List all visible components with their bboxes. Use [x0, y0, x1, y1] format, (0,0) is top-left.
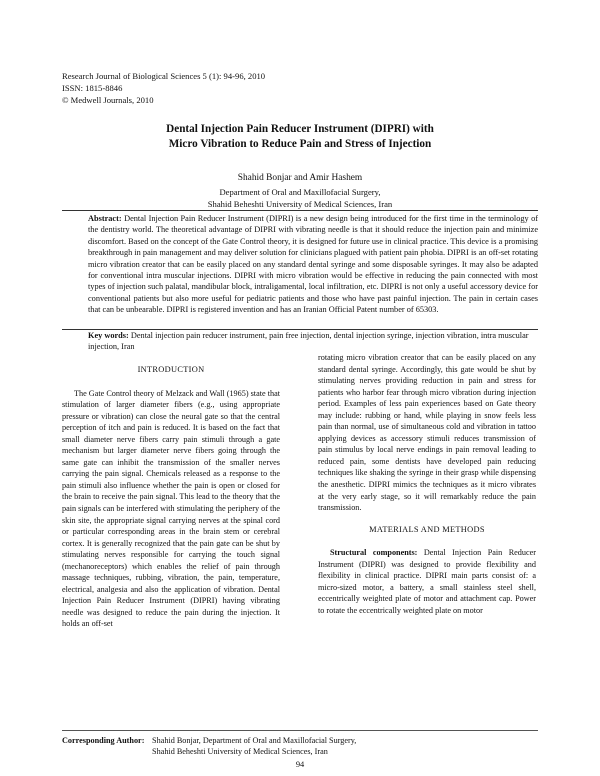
- keywords-label: Key words:: [88, 331, 129, 340]
- abstract-text: Dental Injection Pain Reducer Instrument (DIPRI) is a new design being introduced for the first time in the terminology of the dentistry world. The theoretical advantage of DIPRI with vibrating needle is that it should reduce the injection pain and minimize discomfort. Based on the concept of the Gate Control theory, it is designed for future use in clinical practice. This device is a promising breakthrough in pain management and may deliver solution for clinicians plagued with patient pain phobia. DIPRI is an off-set rotating micro vibration creator that can be easily placed on any standard dental syringe and some disposable syringes. It may also be adapted for conventional intra muscular injections. DIPRI with micro vibration would be effective in reducing the pain connected with most types of injection such palatal, mandibular block, intraligamental, local infiltration, etc. DIPRI is not only a useful accessory device for conventional patients but also more useful for pediatric patients and those who have past painful injection. The pain in certain cases that can be unbearable. DIPRI is registered invention and has an Iranian Official Patent number of 65303.: [88, 214, 539, 315]
- intro-heading: INTRODUCTION: [137, 365, 205, 374]
- affiliation-line-1: Department of Oral and Maxillofacial Surgery,: [219, 187, 381, 197]
- abstract-label: Abstract:: [88, 214, 122, 223]
- corresponding-author: [62, 735, 532, 757]
- right-column: [318, 352, 536, 616]
- journal-issn: ISSN: 1815-8846: [62, 83, 123, 93]
- journal-copyright: © Medwell Journals, 2010: [62, 95, 154, 105]
- methods-label: Structural components:: [330, 548, 418, 558]
- methods-paragraph: [318, 547, 536, 616]
- paper-title: [0, 122, 600, 152]
- keywords-text: Dental injection pain reducer instrument, pain free injection, dental injection syringe, injection vibration, intra muscular injection, Iran: [88, 331, 529, 352]
- corresponding-details: [152, 735, 532, 757]
- title-line-2: Micro Vibration to Reduce Pain and Stress of Injection: [168, 138, 432, 150]
- title-line-1: Dental Injection Pain Reducer Instrument (DIPRI) with: [166, 123, 434, 135]
- abstract: [88, 213, 538, 316]
- corresponding-label: Corresponding Author:: [62, 736, 145, 745]
- affiliation-line-2: Shahid Beheshti University of Medical Sciences, Iran: [207, 199, 393, 209]
- footnote-divider: [62, 730, 538, 731]
- corresponding-line-2: Shahid Beheshti University of Medical Sciences, Iran: [152, 747, 328, 756]
- corresponding-line-1: Shahid Bonjar, Department of Oral and Maxillofacial Surgery,: [152, 736, 357, 745]
- left-column: [62, 364, 280, 630]
- keywords: [88, 330, 538, 353]
- intro-paragraph-1: The Gate Control theory of Melzack and Wall (1965) state that stimulation of larger diameter fibers (e.g., using appropriate pressure or vibration) can close the neural gate so that the central perception of itch and pain is reduced. It is based on the fact that small diameter nerve fibers carry pain stimuli through a gate mechanism but larger diameter nerve fibers going through the same gate can inhibit the transmission of the smaller nerves carrying the pain signal. Chemicals released as a response to the pain stimuli also influence whether the pain is open or closed for the brain to receive the pain signal. This lead to the theory that the pain signals can be interfered with stimulating the periphery of the skin site, the appropriate signal carrying nerves at the spinal cord or particular corresponding areas in the brain stem or cerebral cortex. It is generally recognized that the pain gate can be shut by stimulating nerves responsible for carrying the touch signal (mechanoreceptors) which enables the relief of pain through massage techniques, rubbing, vibration, the pain, temperature, electrical, analgesia and also the application of vibration. Dental Injection Pain Reducer Instrument (DIPRI) having vibrating needle was designed to reduce the pain during the injection. It holds an off-set: [62, 388, 280, 629]
- methods-heading: MATERIALS AND METHODS: [369, 524, 485, 534]
- page-number: 94: [295, 760, 305, 769]
- methods-text: Dental Injection Pain Reducer Instrument (DIPRI) was designed to provide flexibility and flexibility in clinical practice. DIPRI main parts consist of: a micro-sized motor, a battery, a small stainless steel shell, eccentrically weighted plate of motor and attachment cap. Power to rotate the eccentrically weighted plate on motor: [318, 548, 536, 615]
- journal-citation: Research Journal of Biological Sciences 5 (1): 94-96, 2010: [62, 71, 266, 81]
- affiliation: [0, 186, 600, 210]
- intro-paragraph-2: rotating micro vibration creator that can be easily placed on any standard dental syringe. Accordingly, this gate would be shut by stimulating nerves providing reduction in pain and stress for patients who harbor fear through micro vibration during injection period. Examples of less pain experiences based on Gate theory may include: rubbing or hand, while playing in snow feels less pain than normal, use of simultaneous cold and vibration in tattoo applying devices as accessory stimuli reduces transmission of pain stimulus by local nerve endings in pain removal leading to reduced pain, some dentists have developed pain reducing techniques like shaking the syringe in their grasp while dispensing the anesthetic. DIPRI mimics the techniques as it micro vibrates at the very early stage, so it will remarkably reduce the pain transmission.: [318, 353, 536, 513]
- journal-header: [62, 70, 265, 106]
- authors: Shahid Bonjar and Amir Hashem: [237, 173, 363, 183]
